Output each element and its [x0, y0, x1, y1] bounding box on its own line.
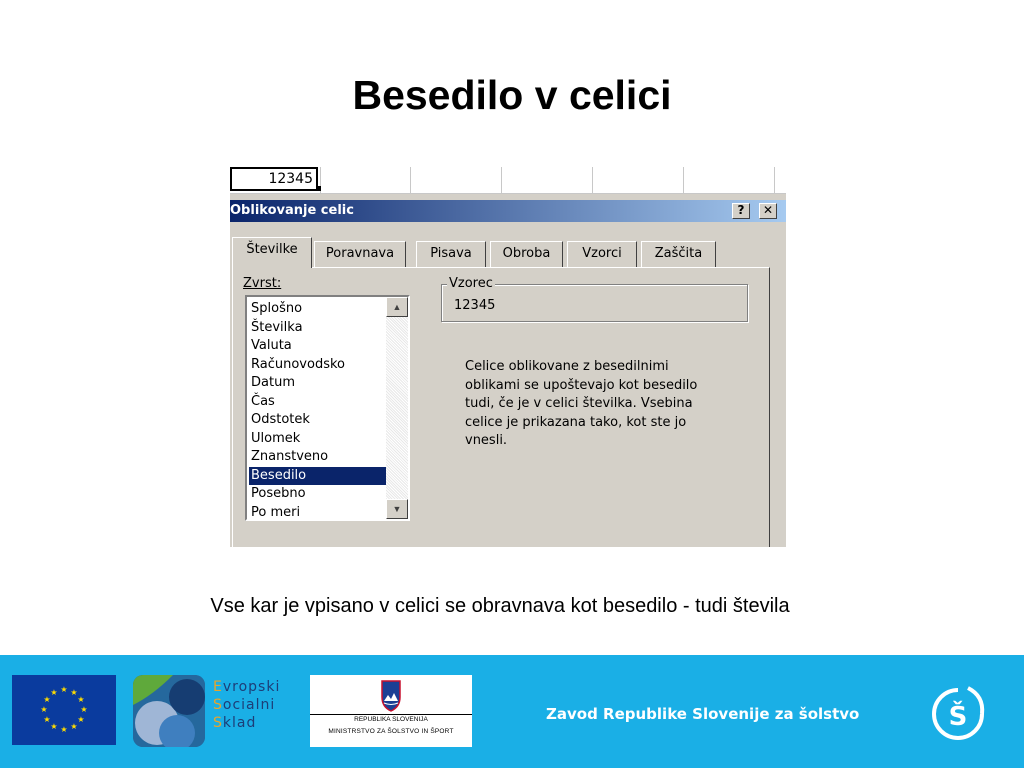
- description-line: vnesli.: [465, 433, 508, 448]
- scroll-up-button[interactable]: ▲: [386, 297, 408, 317]
- description-line: oblikami se upoštevajo kot besedilo: [465, 377, 698, 393]
- sheet-cell[interactable]: [683, 167, 775, 193]
- scroll-down-button[interactable]: ▼: [386, 499, 408, 519]
- list-item[interactable]: Znanstveno: [251, 449, 329, 464]
- esk-rest: klad: [222, 715, 257, 731]
- tab-poravnava[interactable]: Poravnava: [314, 241, 406, 267]
- sheet-cell[interactable]: [320, 167, 411, 193]
- format-description: [465, 358, 725, 451]
- list-item[interactable]: Po meri: [251, 504, 301, 520]
- sheet-cell[interactable]: [592, 167, 684, 193]
- spreadsheet-row: [230, 167, 786, 194]
- tab-stevilke[interactable]: Številke: [232, 237, 312, 268]
- coat-of-arms-icon: [310, 675, 472, 715]
- svg-text:★: ★: [80, 705, 88, 714]
- tab-obroba[interactable]: Obroba: [490, 241, 563, 267]
- svg-text:★: ★: [77, 715, 85, 724]
- svg-text:★: ★: [43, 715, 51, 724]
- zavod-logo-letter: Š: [948, 702, 968, 732]
- zavod-text: Zavod Republike Slovenije za šolstvo: [546, 705, 860, 723]
- list-item[interactable]: Splošno: [251, 301, 303, 316]
- list-item-selected[interactable]: Besedilo: [249, 467, 386, 485]
- list-item[interactable]: Računovodsko: [251, 356, 345, 372]
- svg-text:★: ★: [60, 685, 68, 694]
- zavod-logo-icon: [928, 684, 988, 744]
- tab-vzorci[interactable]: Vzorci: [567, 241, 637, 267]
- help-button[interactable]: ?: [732, 203, 750, 219]
- description-line: celice je prikazana tako, kot ste jo: [465, 414, 687, 430]
- svg-text:★: ★: [70, 688, 78, 697]
- esk-initial: S: [213, 715, 223, 731]
- fill-handle[interactable]: [316, 186, 321, 191]
- slide-caption: Vse kar je vpisano v celici se obravnava kot besedilo - tudi števila: [210, 595, 790, 617]
- ministry-logo: [310, 675, 472, 747]
- svg-text:★: ★: [70, 722, 78, 731]
- list-item[interactable]: Odstotek: [251, 412, 310, 427]
- esk-rest: ocialni: [222, 697, 276, 713]
- esk-initial: E: [213, 679, 223, 695]
- list-item[interactable]: Datum: [251, 375, 295, 390]
- esk-line: [213, 678, 280, 696]
- svg-text:★: ★: [40, 705, 48, 714]
- list-item[interactable]: Posebno: [251, 486, 306, 501]
- excel-screenshot: [230, 167, 786, 547]
- svg-text:★: ★: [43, 695, 51, 704]
- sheet-cell[interactable]: [501, 167, 593, 193]
- category-label: [243, 276, 281, 291]
- eu-flag-icon: [12, 675, 116, 745]
- esk-initial: S: [213, 697, 223, 713]
- active-cell[interactable]: 12345: [230, 167, 318, 191]
- close-button[interactable]: ✕: [759, 203, 777, 219]
- ministry-line1: REPUBLIKA SLOVENIJA: [354, 716, 428, 723]
- tab-pisava[interactable]: Pisava: [416, 241, 486, 267]
- svg-text:★: ★: [60, 725, 68, 734]
- esk-line: [213, 714, 280, 732]
- esk-rest: vropski: [222, 679, 281, 695]
- description-line: tudi, če je v celici številka. Vsebina: [465, 396, 693, 411]
- category-label-text: Zvrst:: [243, 276, 282, 291]
- dialog-title: Oblikovanje celic: [230, 203, 354, 218]
- dialog-titlebar[interactable]: [230, 200, 786, 222]
- tab-zascita[interactable]: Zaščita: [641, 241, 716, 267]
- esk-text: [213, 678, 280, 732]
- slide-title: Besedilo v celici: [352, 72, 672, 118]
- sheet-cell[interactable]: [410, 167, 502, 193]
- esk-logo-icon: [133, 675, 205, 747]
- svg-text:★: ★: [77, 695, 85, 704]
- description-line: Celice oblikovane z besedilnimi: [465, 359, 669, 374]
- sample-value: 12345: [454, 298, 496, 313]
- category-listbox[interactable]: [245, 295, 410, 521]
- sample-label: Vzorec: [449, 276, 493, 291]
- ministry-line2: MINISTRSTVO ZA ŠOLSTVO IN ŠPORT: [328, 728, 454, 735]
- list-item[interactable]: Čas: [251, 393, 275, 409]
- list-item[interactable]: Ulomek: [251, 430, 301, 446]
- list-item[interactable]: Številka: [251, 319, 303, 335]
- svg-text:★: ★: [50, 688, 58, 697]
- footer: [0, 655, 1024, 768]
- listbox-scrollbar[interactable]: [386, 297, 408, 519]
- esk-line: [213, 696, 280, 714]
- svg-text:★: ★: [50, 722, 58, 731]
- list-item[interactable]: Valuta: [251, 338, 292, 353]
